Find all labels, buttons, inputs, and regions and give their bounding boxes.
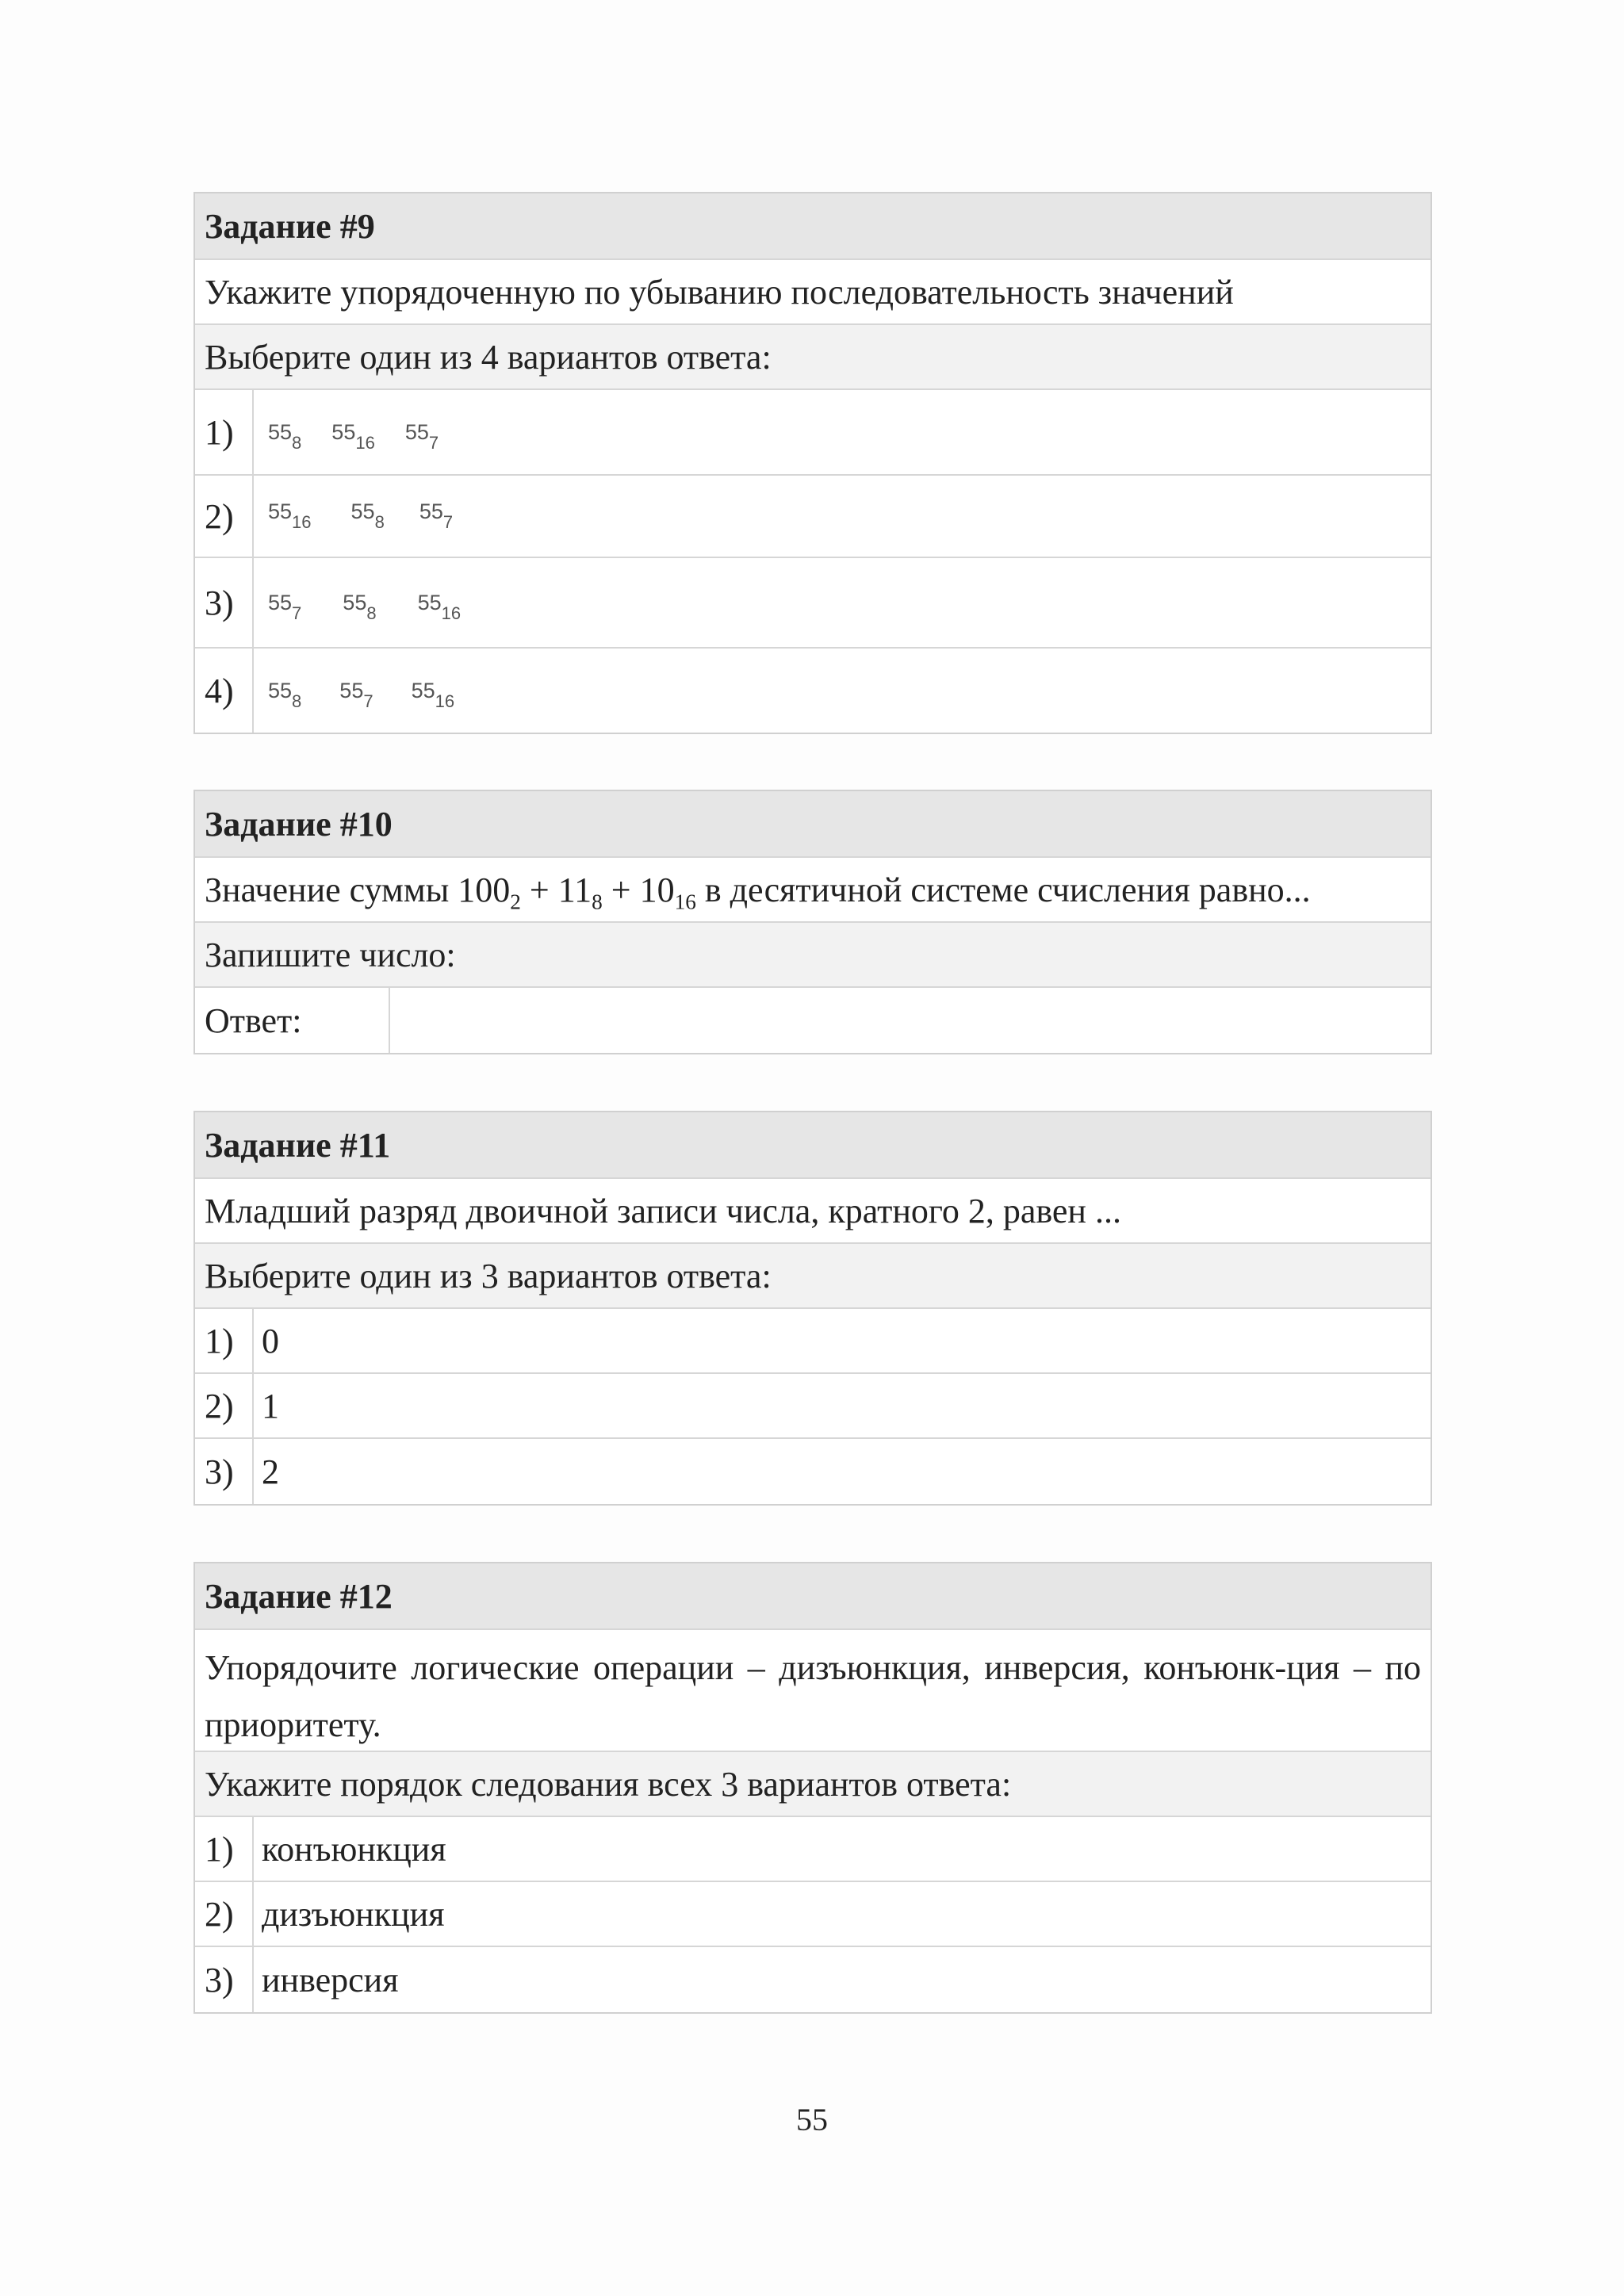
- answer-option-3[interactable]: [195, 1947, 1431, 2012]
- task-question: [195, 260, 1431, 325]
- option-number: 1): [195, 1817, 254, 1881]
- value-item: $55_7$: [339, 678, 373, 711]
- option-number: 2): [195, 476, 254, 557]
- value-item: $55_7$: [268, 590, 302, 623]
- option-text: 0: [262, 1321, 279, 1360]
- option-values: [254, 419, 469, 453]
- value-item: $55_8$: [268, 419, 302, 453]
- answer-option-3[interactable]: [195, 558, 1431, 649]
- option-number: 3): [195, 1947, 254, 2012]
- option-number: 1): [195, 390, 254, 474]
- question-text: Укажите упорядоченную по убыванию последовательность значений: [205, 272, 1234, 312]
- task-instruction: [195, 1244, 1431, 1309]
- task-title: [195, 193, 1431, 260]
- answer-option-2[interactable]: [195, 1882, 1431, 1947]
- value-item: $55_{16}$: [417, 590, 462, 623]
- task-instruction: [195, 1752, 1431, 1817]
- option-values: [254, 590, 491, 623]
- task-10: [193, 790, 1432, 1054]
- answer-option-4[interactable]: [195, 649, 1431, 733]
- task-instruction: [195, 923, 1431, 988]
- answer-label: Ответ:: [195, 988, 390, 1053]
- option-text: конъюнкция: [262, 1829, 446, 1869]
- option-number: 2): [195, 1882, 254, 1946]
- value-item: $55_7$: [404, 419, 439, 453]
- task-9: [193, 192, 1432, 734]
- task-title-text: Задание #12: [205, 1576, 393, 1616]
- option-number: 3): [195, 1439, 254, 1504]
- task-question: [195, 858, 1431, 923]
- option-text: инверсия: [262, 1960, 399, 1999]
- answer-option-1[interactable]: [195, 1817, 1431, 1882]
- value-item: $55_{16}$: [268, 499, 312, 532]
- task-12: [193, 1562, 1432, 2014]
- instruction-text: Укажите порядок следования всех 3 вариантов ответа:: [205, 1764, 1012, 1804]
- task-instruction: [195, 325, 1431, 390]
- value-item: $55_8$: [350, 499, 385, 532]
- question-text: Упорядочите логические операции – дизъюнкция, инверсия, конъюнк-ция – по приоритету.: [205, 1648, 1421, 1744]
- task-title: [195, 791, 1431, 858]
- value-item: $55_8$: [268, 678, 302, 711]
- answer-option-1[interactable]: [195, 390, 1431, 476]
- task-title: [195, 1112, 1431, 1179]
- answer-row: [195, 988, 1431, 1053]
- value-item: $55_{16}$: [411, 678, 455, 711]
- instruction-text: Выберите один из 4 вариантов ответа:: [205, 337, 772, 377]
- page-number: 55: [796, 2102, 828, 2137]
- option-number: 3): [195, 558, 254, 647]
- task-title: [195, 1563, 1431, 1630]
- task-11: [193, 1111, 1432, 1506]
- option-text: дизъюнкция: [262, 1894, 445, 1934]
- question-text: Значение суммы $100_2 + 11_8 + 10_{16}$ в десятичной системе счисления равно...: [205, 870, 1311, 914]
- task-question: [195, 1179, 1431, 1244]
- instruction-text: Выберите один из 3 вариантов ответа:: [205, 1256, 772, 1295]
- answer-option-2[interactable]: [195, 476, 1431, 558]
- option-text: 2: [262, 1452, 279, 1491]
- option-number: 4): [195, 649, 254, 733]
- option-number: 1): [195, 1309, 254, 1372]
- instruction-text: Запишите число:: [205, 935, 456, 974]
- answer-option-2[interactable]: [195, 1374, 1431, 1439]
- option-text: 1: [262, 1386, 279, 1425]
- value-item: $55_8$: [343, 590, 377, 623]
- answer-option-1[interactable]: [195, 1309, 1431, 1374]
- question-text: Младший разряд двоичной записи числа, кратного 2, равен ...: [205, 1191, 1121, 1230]
- value-item: $55_{16}$: [331, 419, 375, 453]
- answer-option-3[interactable]: [195, 1439, 1431, 1504]
- task-question: [195, 1630, 1431, 1752]
- option-values: [254, 678, 485, 711]
- task-title-text: Задание #9: [205, 206, 375, 246]
- task-title-text: Задание #10: [205, 804, 393, 844]
- task-title-text: Задание #11: [205, 1125, 391, 1165]
- option-values: [254, 499, 483, 532]
- answer-input[interactable]: [390, 988, 1431, 1053]
- value-item: $55_7$: [419, 499, 454, 532]
- option-number: 2): [195, 1374, 254, 1437]
